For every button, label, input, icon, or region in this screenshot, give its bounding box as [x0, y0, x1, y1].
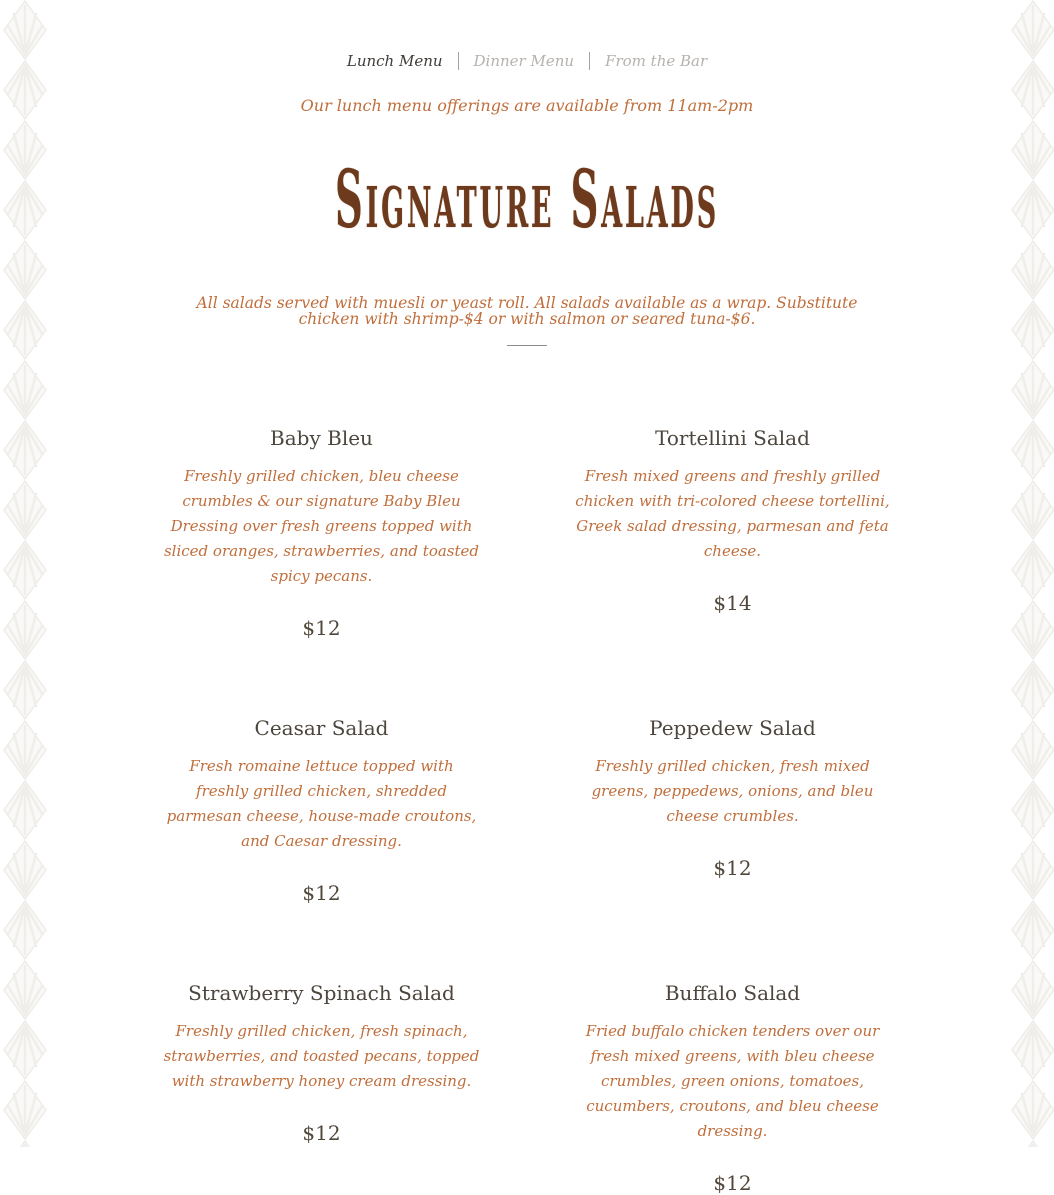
item-description: Freshly grilled chicken, fresh spinach, strawberries, and toasted pecans, topped with strawberry honey cream dressing.: [163, 1021, 480, 1090]
item-description: Fresh romaine lettuce topped with freshly grilled chicken, shredded parmesan cheese, house-made croutons, and Caesar dressing.: [166, 756, 477, 850]
menu-item-baby-bleu: [132, 426, 512, 640]
item-description: Freshly grilled chicken, fresh mixed greens, peppedews, onions, and bleu cheese crumbles.: [591, 756, 874, 825]
tab-separator: [589, 52, 590, 70]
menu-item-tortellini-salad: [543, 426, 923, 615]
item-price: $12: [713, 855, 752, 880]
item-name: Peppedew Salad: [649, 715, 816, 740]
availability-note: Our lunch menu offerings are available from 11am-2pm: [300, 96, 754, 115]
tab-separator: [458, 52, 459, 70]
item-price: $12: [302, 1120, 341, 1145]
item-name: Tortellini Salad: [655, 425, 810, 450]
tab-dinner-menu[interactable]: Dinner Menu: [473, 52, 575, 70]
section-divider: [507, 345, 547, 346]
item-price: $12: [302, 615, 341, 640]
menu-item-buffalo-salad: [543, 981, 923, 1195]
item-description: Fried buffalo chicken tenders over our fresh mixed greens, with bleu cheese crumbles, green onions, tomatoes, cucumbers, croutons, and bleu cheese dressing.: [585, 1021, 880, 1140]
item-price: $12: [302, 880, 341, 905]
menu-item-peppedew-salad: [543, 716, 923, 880]
item-name: Strawberry Spinach Salad: [188, 980, 455, 1005]
tab-lunch-menu[interactable]: Lunch Menu: [346, 52, 443, 70]
item-name: Baby Bleu: [270, 425, 373, 450]
section-title-text: Signature Salads: [335, 152, 719, 246]
item-price: $14: [713, 590, 752, 615]
menu-grid: [132, 426, 923, 1195]
item-description: Fresh mixed greens and freshly grilled chicken with tri-colored cheese tortellini, Greek salad dressing, parmesan and feta cheese.: [575, 466, 890, 560]
item-price: $12: [713, 1170, 752, 1195]
tab-from-the-bar[interactable]: From the Bar: [605, 52, 708, 70]
menu-item-strawberry-spinach-salad: [132, 981, 512, 1145]
section-title: [0, 151, 1054, 247]
item-name: Ceasar Salad: [254, 715, 389, 740]
menu-tabs: [0, 52, 1054, 70]
item-description: Freshly grilled chicken, bleu cheese crumbles & our signature Baby Bleu Dressing over fresh greens topped with sliced oranges, strawberries, and toasted spicy pecans.: [163, 466, 480, 585]
item-name: Buffalo Salad: [664, 980, 801, 1005]
menu-item-ceasar-salad: [132, 716, 512, 905]
section-note: All salads served with muesli or yeast roll. All salads available as a wrap. Substitute chicken with shrimp-$4 or with salmon or seared tuna-$6.: [196, 294, 858, 329]
